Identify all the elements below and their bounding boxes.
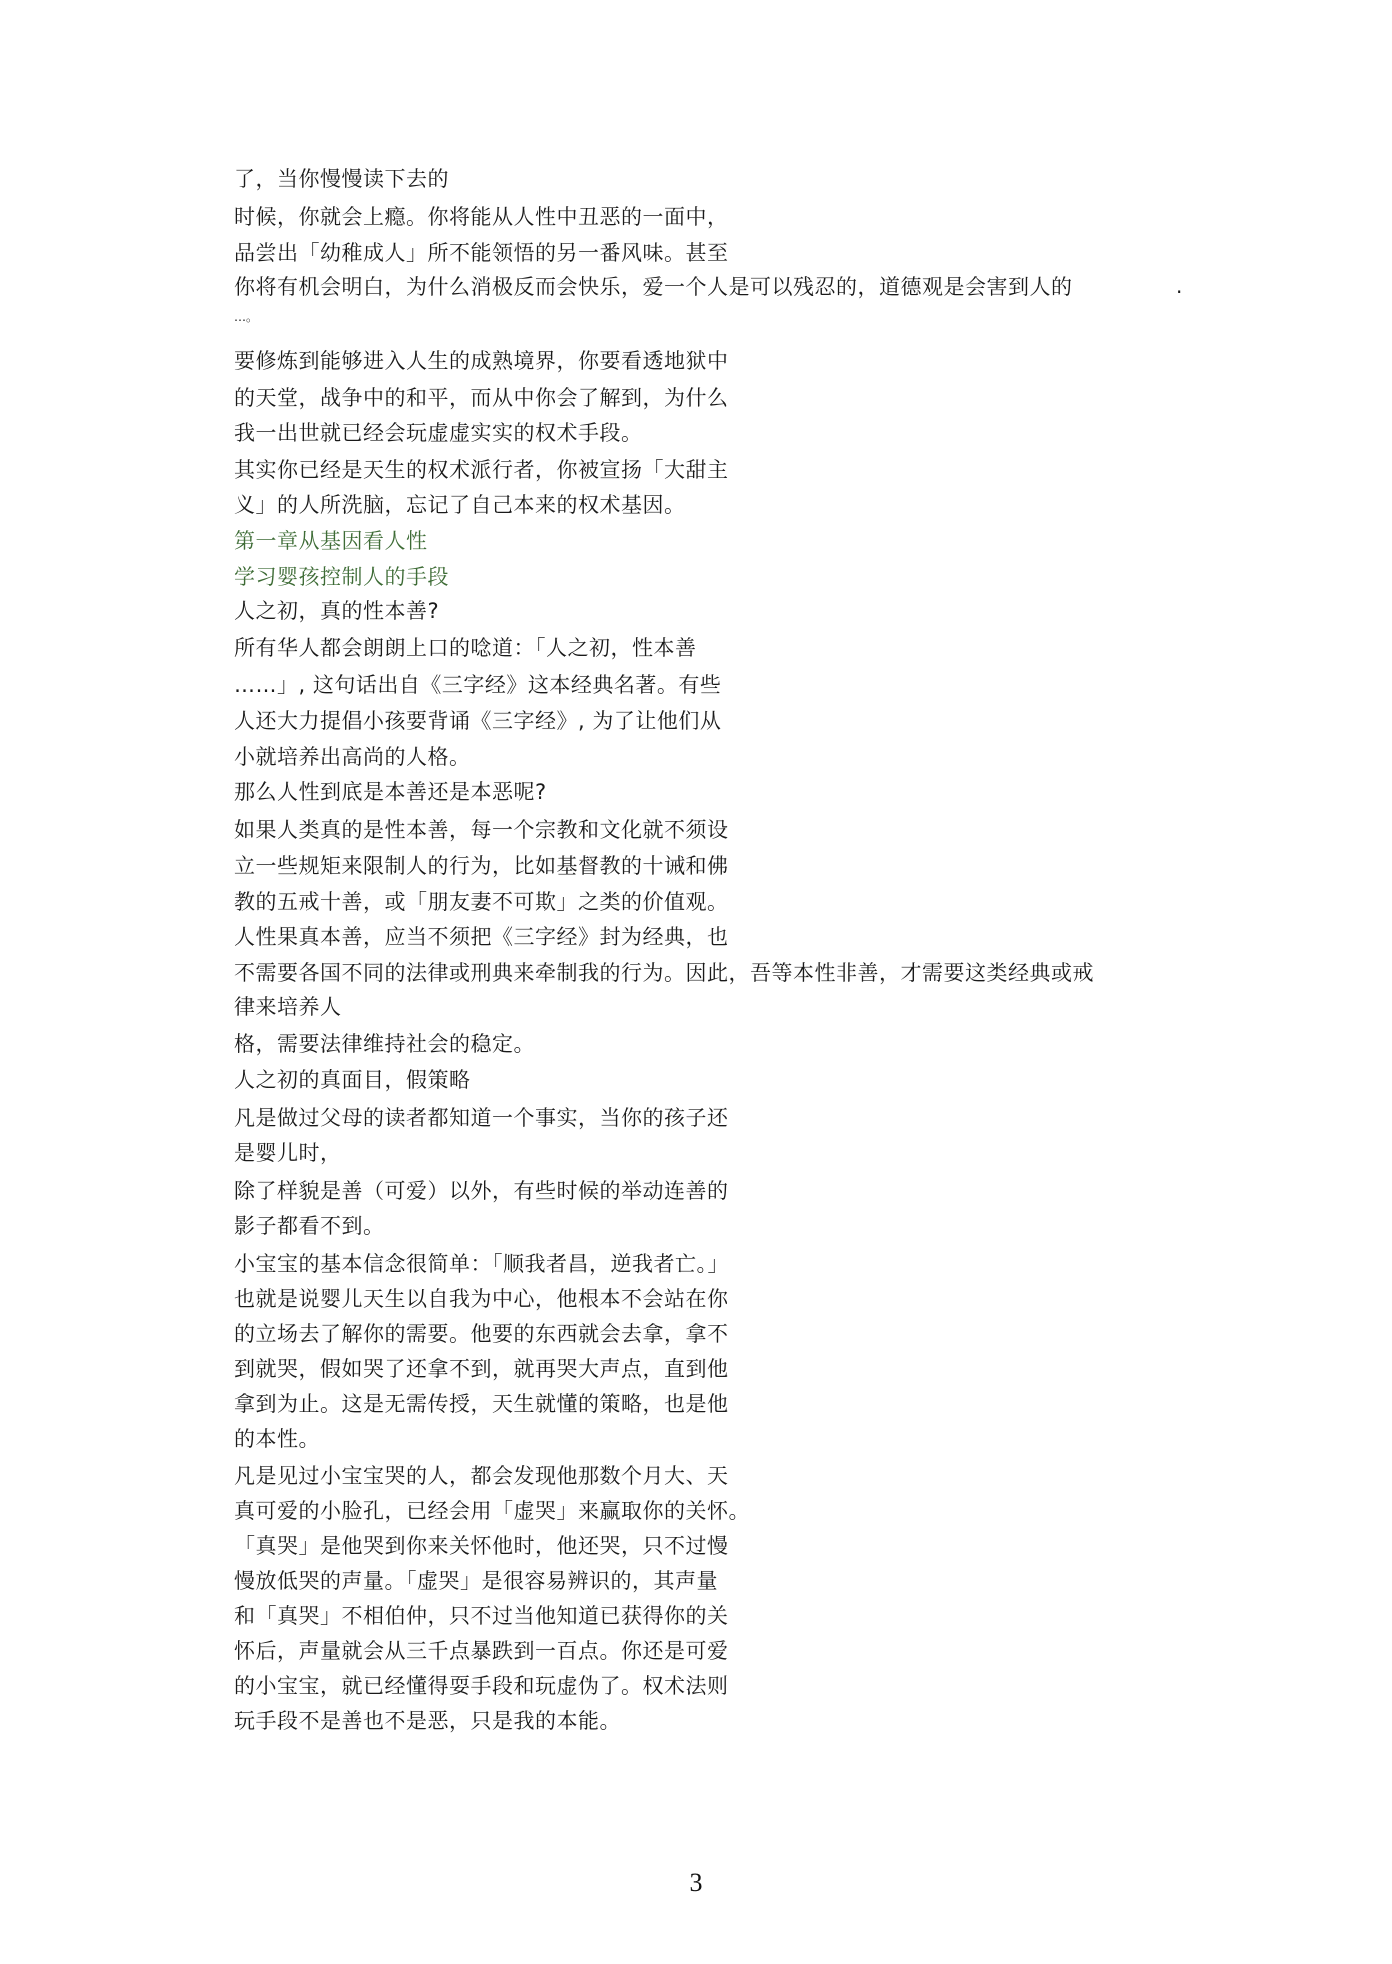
text-line: 立一些规矩来限制人的行为，比如基督教的十诫和佛 (234, 854, 729, 878)
text-line: 的本性。 (234, 1427, 320, 1451)
text-line: 人之初的真面目，假策略 (234, 1068, 471, 1092)
text-line: 了，当你慢慢读下去的 (234, 167, 449, 191)
text-line: 真可爱的小脸孔，已经会用「虚哭」来赢取你的关怀。 (234, 1499, 750, 1523)
text-line: 义」的人所洗脑，忘记了自己本来的权术基因。 (234, 493, 686, 517)
text-line: 凡是做过父母的读者都知道一个事实，当你的孩子还 (234, 1106, 729, 1130)
text-line: 的小宝宝，就已经懂得耍手段和玩虚伪了。权术法则 (234, 1674, 729, 1698)
text-line: …。 (234, 310, 259, 324)
section-heading: 第一章从基因看人性 (234, 529, 428, 553)
text-line: 教的五戒十善，或「朋友妻不可欺」之类的价值观。 (234, 890, 729, 914)
text-line: 小就培养出高尚的人格。 (234, 745, 471, 769)
text-line: 慢放低哭的声量。「虚哭」是很容易辨识的，其声量 (234, 1569, 718, 1593)
text-line: 那么人性到底是本善还是本恶呢? (234, 780, 547, 804)
text-line: 品尝出「幼稚成人」所不能领悟的另一番风味。甚至 (234, 241, 729, 265)
text-line: 要修炼到能够进入人生的成熟境界，你要看透地狱中 (234, 349, 729, 373)
text-line: 到就哭，假如哭了还拿不到，就再哭大声点，直到他 (234, 1357, 729, 1381)
text-line: 人之初，真的性本善? (234, 599, 440, 623)
text-line: 律来培养人 (234, 995, 342, 1019)
text-line: 的天堂，战争中的和平，而从中你会了解到，为什么 (234, 386, 729, 410)
text-line: 的立场去了解你的需要。他要的东西就会去拿，拿不 (234, 1322, 729, 1346)
text-line: 玩手段不是善也不是恶，只是我的本能。 (234, 1709, 621, 1733)
text-line: 影子都看不到。 (234, 1214, 385, 1238)
text-line: 时候，你就会上瘾。你将能从人性中丑恶的一面中， (234, 205, 729, 229)
text-line: 除了样貌是善（可爱）以外，有些时候的举动连善的 (234, 1179, 729, 1203)
text-line: 我一出世就已经会玩虚虚实实的权术手段。 (234, 421, 643, 445)
text-line: 你将有机会明白，为什么消极反而会快乐，爱一个人是可以残忍的，道德观是会害到人的 (234, 275, 1073, 299)
text-line: 「真哭」是他哭到你来关怀他时，他还哭，只不过慢 (234, 1534, 729, 1558)
text-line: 拿到为止。这是无需传授，天生就懂的策略，也是他 (234, 1392, 729, 1416)
section-heading: 学习婴孩控制人的手段 (234, 565, 449, 589)
trailing-dot: · (1176, 280, 1183, 304)
text-line: 和「真哭」不相伯仲，只不过当他知道已获得你的关 (234, 1604, 729, 1628)
text-line: 格，需要法律维持社会的稳定。 (234, 1032, 535, 1056)
text-line: 是婴儿时， (234, 1141, 342, 1165)
text-line: 如果人类真的是性本善，每一个宗教和文化就不须设 (234, 818, 729, 842)
text-line: 不需要各国不同的法律或刑典来牵制我的行为。因此，吾等本性非善，才需要这类经典或戒 (234, 961, 1094, 985)
text-line: 人还大力提倡小孩要背诵《三字经》, 为了让他们从 (234, 709, 722, 733)
text-line: 小宝宝的基本信念很简单：「顺我者昌，逆我者亡。」 (234, 1252, 729, 1276)
text-line: 也就是说婴儿天生以自我为中心，他根本不会站在你 (234, 1287, 729, 1311)
page-number: 3 (689, 1868, 703, 1897)
text-line: 怀后，声量就会从三千点暴跌到一百点。你还是可爱 (234, 1639, 729, 1663)
text-line: 凡是见过小宝宝哭的人，都会发现他那数个月大、天 (234, 1464, 729, 1488)
text-line: 所有华人都会朗朗上口的唸道：「人之初，性本善 (234, 636, 697, 660)
text-line: 人性果真本善，应当不须把《三字经》封为经典，也 (234, 925, 729, 949)
text-line: 其实你已经是天生的权术派行者，你被宣扬「大甜主 (234, 458, 729, 482)
text-line: ……」, 这句话出自《三字经》这本经典名著。有些 (234, 673, 722, 697)
